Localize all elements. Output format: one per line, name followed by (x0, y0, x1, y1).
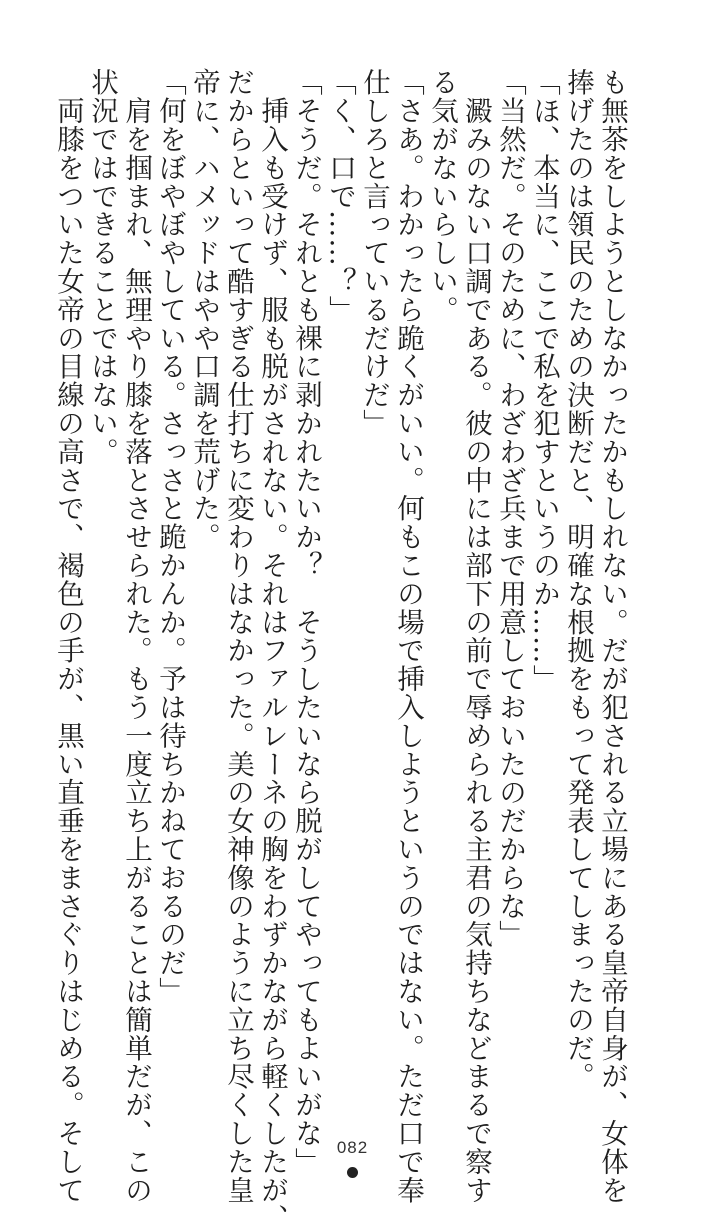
text-line: 両膝をついた女帝の目線の高さで、褐色の手が、黒い直垂をまさぐりはじめる。そして (52, 68, 84, 1204)
text-line: 「何をぼやぼやしている。さっさと跪かんか。予は待ちかねておるのだ」 (154, 68, 186, 1006)
text-line: 挿入も受けず、服も脱がされない。それはファルレーネの胸をわずかながら軽くしたが、 (256, 68, 288, 1232)
text-line: 「さあ。わかったら跪くがいい。何もこの場で挿入しようというのではない。ただ口で奉 (392, 68, 424, 1204)
text-line: る気がないらしい。 (426, 68, 458, 324)
page-number: 082 (336, 1138, 369, 1157)
text-line: 状況ではできることではない。 (86, 68, 118, 466)
page-marker-dot-icon (347, 1167, 358, 1178)
text-line: 「当然だ。そのために、わざわざ兵まで用意しておいたのだからな」 (494, 68, 526, 949)
text-line: 「く、口で……？」 (324, 68, 356, 324)
text-line: 捧げたのは領民のための決断だと、明確な根拠をもって発表してしまったのだ。 (562, 68, 594, 1091)
text-line: 澱みのない口調である。彼の中には部下の前で辱められる主君の気持ちなどまるで察す (460, 68, 492, 1204)
text-line: も無茶をしようとしなかったかもしれない。だが犯される立場にある皇帝自身が、女体を (596, 68, 628, 1204)
text-line: 帝に、ハメッドはやや口調を荒げた。 (188, 68, 220, 551)
text-line: 「そうだ。それとも裸に剥かれたいか？ そうしたいなら脱がしてやってもよいがな」 (290, 68, 322, 1176)
text-line: だからといって酷すぎる仕打ちに変わりはなかった。美の女神像のように立ち尽くした皇 (222, 68, 254, 1204)
text-line: 「ほ、本当に、ここで私を犯すというのか……」 (528, 68, 560, 693)
text-line: 仕しろと言っているだけだ」 (358, 68, 390, 438)
text-line: 肩を掴まれ、無理やり膝を落とさせられた。もう一度立ち上がることは簡単だが、この (120, 68, 152, 1204)
